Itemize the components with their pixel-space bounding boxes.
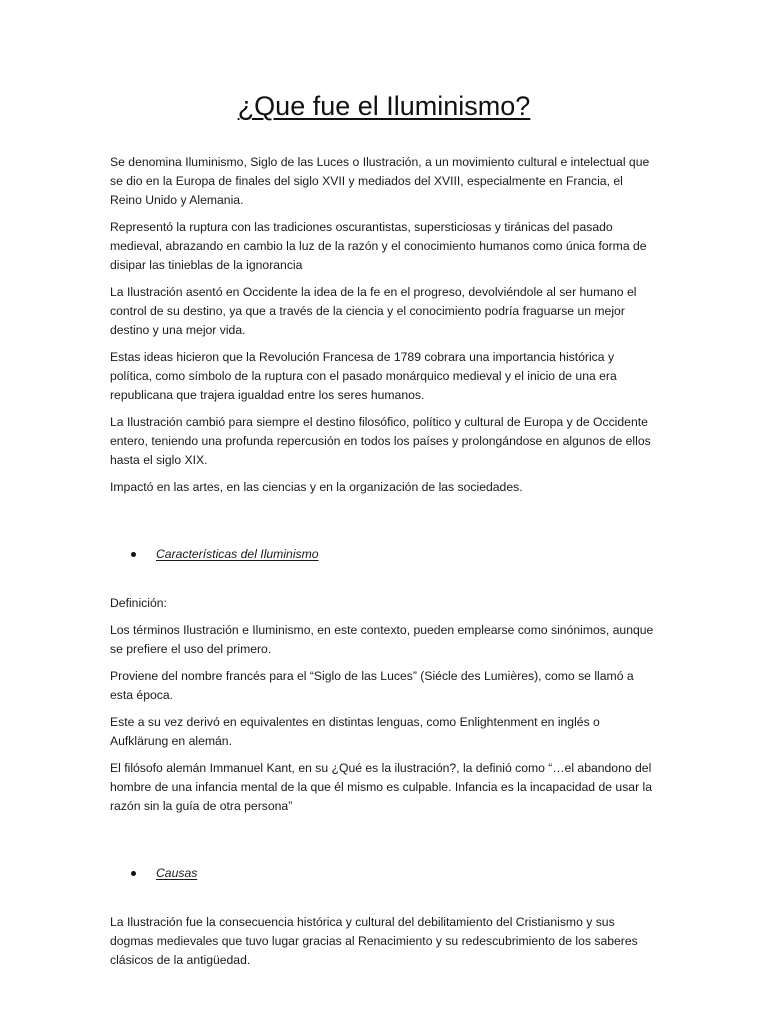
definition-paragraph: El filósofo alemán Immanuel Kant, en su ¿Qué es la ilustración?, la definió como “…el abandono del hombre de una infancia mental de la que él mismo es culpable. Infancia es la incapacidad de usar la razón sin la guía de otra persona” <box>110 761 652 813</box>
page-title: ¿Que fue el Iluminismo? <box>237 91 531 121</box>
spacer <box>110 824 658 864</box>
definition-label: Definición: <box>110 596 167 610</box>
intro-paragraph: Impactó en las artes, en las ciencias y en la organización de las sociedades. <box>110 480 523 494</box>
document-body <box>110 153 658 978</box>
section-heading-label: Características del Iluminismo <box>156 547 319 561</box>
definition-paragraph: Este a su vez derivó en equivalentes en distintas lenguas, como Enlightenment en inglés o Aufklärung en alemán. <box>110 715 600 748</box>
intro-paragraph: Se denomina Iluminismo, Siglo de las Luces o Ilustración, a un movimiento cultural e intelectual que se dio en la Europa de finales del siglo XVII y mediados del XVIII, especialmente en Francia, el Reino Unido y Alemania. <box>110 155 650 207</box>
definition-paragraph: Los términos Ilustración e Iluminismo, en este contexto, pueden emplearse como sinónimos, aunque se prefiere el uso del primero. <box>110 623 654 656</box>
spacer <box>110 564 658 594</box>
intro-paragraph: Estas ideas hicieron que la Revolución Francesa de 1789 cobrara una importancia histórica y política, como símbolo de la ruptura con el pasado monárquico medieval y el inicio de una era republicana que trajera igualdad entre los seres humanos. <box>110 350 617 402</box>
section-heading-causes <box>110 864 658 883</box>
section-heading-characteristics <box>110 545 658 564</box>
bullet-icon <box>131 871 136 876</box>
intro-paragraph: Representó la ruptura con las tradiciones oscurantistas, supersticiosas y tiránicas del pasado medieval, abrazando en cambio la luz de la razón y el conocimiento humanos como única forma de disipar las tinieblas de la ignorancia <box>110 220 647 272</box>
bullet-icon <box>131 552 136 557</box>
intro-paragraph: La Ilustración cambió para siempre el destino filosófico, político y cultural de Europa y de Occidente entero, teniendo una profunda repercusión en todos los países y prolongándose en algunos de ellos hasta el siglo XIX. <box>110 415 651 467</box>
definition-paragraph: Proviene del nombre francés para el “Siglo de las Luces” (Siécle des Lumières), como se llamó a esta época. <box>110 669 634 702</box>
causes-paragraph: La Ilustración fue la consecuencia histórica y cultural del debilitamiento del Cristianismo y sus dogmas medievales que tuvo lugar gracias al Renacimiento y su redescubrimiento de los saberes clásicos de la antigüedad. <box>110 915 638 967</box>
spacer <box>110 505 658 545</box>
section-heading-label: Causas <box>156 866 198 880</box>
intro-paragraph: La Ilustración asentó en Occidente la idea de la fe en el progreso, devolviéndole al ser humano el control de su destino, ya que a través de la ciencia y el conocimiento podría fraguarse un mejor destino y una mejor vida. <box>110 285 637 337</box>
spacer <box>110 883 658 913</box>
